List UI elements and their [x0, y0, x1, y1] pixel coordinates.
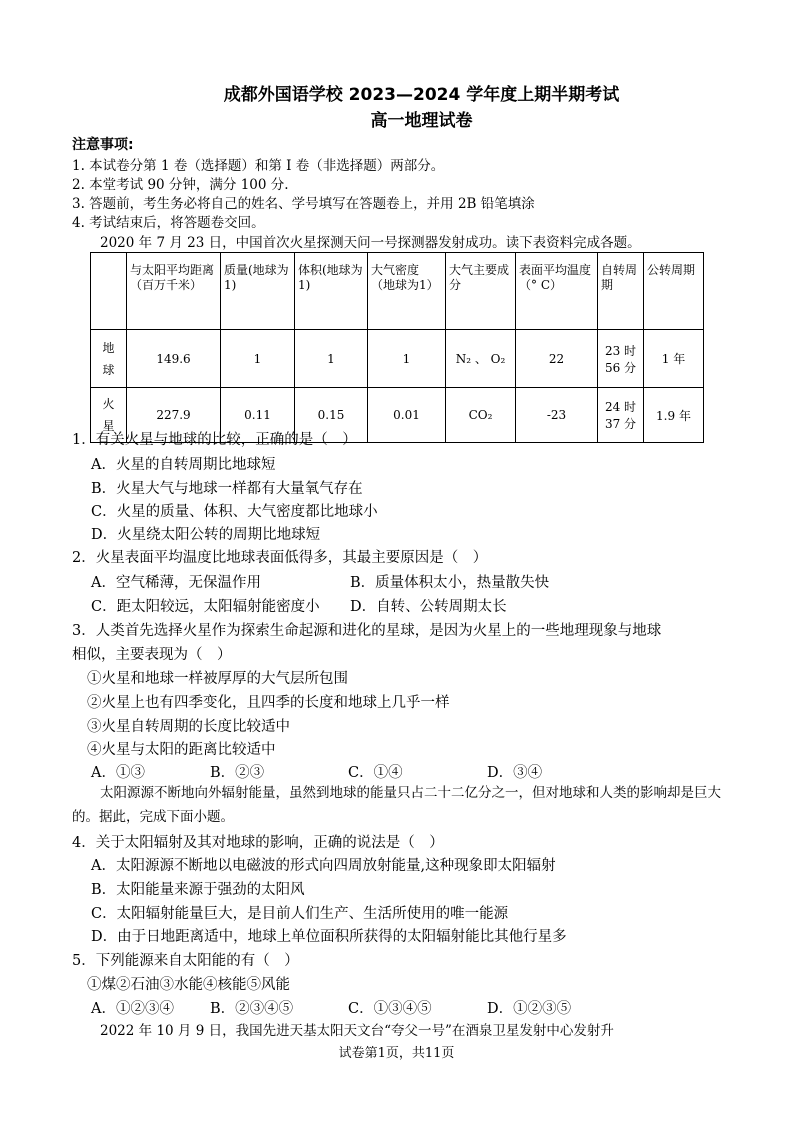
table-cell: 24 时 37 分 [598, 388, 644, 443]
table-header-cell: 自转周期 [598, 253, 644, 330]
row-label-earth: 地 球 [91, 330, 127, 388]
table-cell: 23 时 56 分 [598, 330, 644, 388]
table-cell: 0.01 [368, 388, 446, 443]
question-5-option-a: A．①②③④ [91, 1001, 174, 1017]
question-5-stem: 5．下列能源来自太阳能的有（ ） [72, 953, 299, 969]
question-2-option-c: C．距太阳较远，太阳辐射能密度小 [91, 599, 320, 615]
question-3-option-c: C．①④ [348, 765, 403, 781]
table-cell: 149.6 [127, 330, 221, 388]
question-2-option-a: A．空气稀薄，无保温作用 [91, 575, 261, 591]
question-5-items: ①煤②石油③水能④核能⑤风能 [87, 977, 290, 993]
table-cell: 0.15 [295, 388, 368, 443]
question-1-stem: 1．有关火星与地球的比较，正确的是（ ） [72, 432, 357, 448]
question-1-option-b: B．火星大气与地球一样都有大量氧气存在 [91, 481, 363, 497]
table-header-cell: 体积(地球为1) [295, 253, 368, 330]
question-2-option-d: D．自转、公转周期太长 [350, 599, 507, 615]
table-cell: N₂ 、 O₂ [446, 330, 516, 388]
table-header-cell: 与太阳平均距离（百万千米） [127, 253, 221, 330]
table-cell: 22 [516, 330, 598, 388]
table-row-earth [91, 330, 704, 388]
question-3-stem-continued: 相似，主要表现为（ ） [72, 647, 232, 663]
table-header-cell: 质量(地球为1) [221, 253, 295, 330]
table-cell: 0.11 [221, 388, 295, 443]
question-4-option-d: D．由于日地距离适中，地球上单位面积所获得的太阳辐射能比其他行星多 [91, 929, 567, 945]
table-cell: 1 [221, 330, 295, 388]
table-cell: 227.9 [127, 388, 221, 443]
page-footer: 试卷第1页，共11页 [338, 1046, 455, 1061]
table-header-cell: 公转周期 [644, 253, 704, 330]
exam-title: 成都外国语学校 2023—2024 学年度上期半期考试 [223, 85, 620, 105]
table-cell: CO₂ [446, 388, 516, 443]
table-header-cell: 表面平均温度（° C） [516, 253, 598, 330]
question-1-option-c: C．火星的质量、体积、大气密度都比地球小 [91, 504, 378, 520]
table-corner-cell [91, 253, 127, 330]
question-3-stem: 3．人类首先选择火星作为探索生命起源和进化的星球，是因为火星上的一些地理现象与地球 [72, 623, 662, 639]
question-4-stem: 4．关于太阳辐射及其对地球的影响，正确的说法是（ ） [72, 835, 444, 851]
question-4-option-c: C．太阳辐射能量巨大，是目前人们生产、生活所使用的唯一能源 [91, 906, 509, 922]
intro-paragraph-3: 2022 年 10 月 9 日，我国先进天基太阳天文台“夸父一号”在酒泉卫星发射中心发射升 [100, 1023, 614, 1039]
table-cell: 1 [295, 330, 368, 388]
question-3-option-b: B．②③ [210, 765, 265, 781]
question-3-option-d: D．③④ [487, 765, 543, 781]
table-cell: -23 [516, 388, 598, 443]
table-cell: 1 [368, 330, 446, 388]
question-1-option-d: D．火星绕太阳公转的周期比地球短 [91, 527, 321, 543]
intro-paragraph-1: 2020 年 7 月 23 日，中国首次火星探测天问一号探测器发射成功。读下表资料完成各题。 [100, 235, 641, 251]
question-2-option-b: B．质量体积太小，热量散失快 [350, 575, 550, 591]
row-label-mars: 火 星 [91, 388, 127, 443]
exam-subtitle: 高一地理试卷 [370, 111, 473, 131]
question-5-option-c: C．①③④⑤ [348, 1001, 432, 1017]
intro-paragraph-2: 太阳源源不断地向外辐射能量，虽然到地球的能量只占二十二亿分之一，但对地球和人类的影响却是巨大的。据此，完成下面小题。 [72, 785, 721, 825]
notice-item: 3. 答题前，考生务必将自己的姓名、学号填写在答题卷上，并用 2B 铅笔填涂 [72, 196, 535, 212]
question-1-option-a: A．火星的自转周期比地球短 [91, 457, 276, 473]
question-3-item: ①火星和地球一样被厚厚的大气层所包围 [87, 671, 348, 687]
question-5-option-d: D．①②③⑤ [487, 1001, 572, 1017]
question-3-item: ③火星自转周期的长度比较适中 [87, 719, 290, 735]
table-header-row [91, 253, 704, 330]
question-4-option-b: B．太阳能量来源于强劲的太阳风 [91, 882, 305, 898]
notice-item: 4. 考试结束后，将答题卷交回。 [72, 215, 265, 231]
table-cell: 1.9 年 [644, 388, 704, 443]
question-2-stem: 2．火星表面平均温度比地球表面低得多，其最主要原因是（ ） [72, 550, 488, 566]
question-4-option-a: A．太阳源源不断地以电磁波的形式向四周放射能量,这种现象即太阳辐射 [91, 858, 556, 874]
table-cell: 1 年 [644, 330, 704, 388]
planet-comparison-table [90, 252, 704, 443]
question-3-item: ②火星上也有四季变化，且四季的长度和地球上几乎一样 [87, 695, 450, 711]
table-header-cell: 大气主要成分 [446, 253, 516, 330]
table-header-cell: 大气密度（地球为1） [368, 253, 446, 330]
question-3-item: ④火星与太阳的距离比较适中 [87, 742, 276, 758]
notice-item: 2. 本堂考试 90 分钟，满分 100 分. [72, 177, 289, 193]
question-3-option-a: A．①③ [91, 765, 145, 781]
notice-item: 1. 本试卷分第 1 卷（选择题）和第 I 卷（非选择题）两部分。 [72, 158, 445, 174]
notice-heading: 注意事项: [72, 137, 134, 153]
question-5-option-b: B．②③④⑤ [210, 1001, 294, 1017]
